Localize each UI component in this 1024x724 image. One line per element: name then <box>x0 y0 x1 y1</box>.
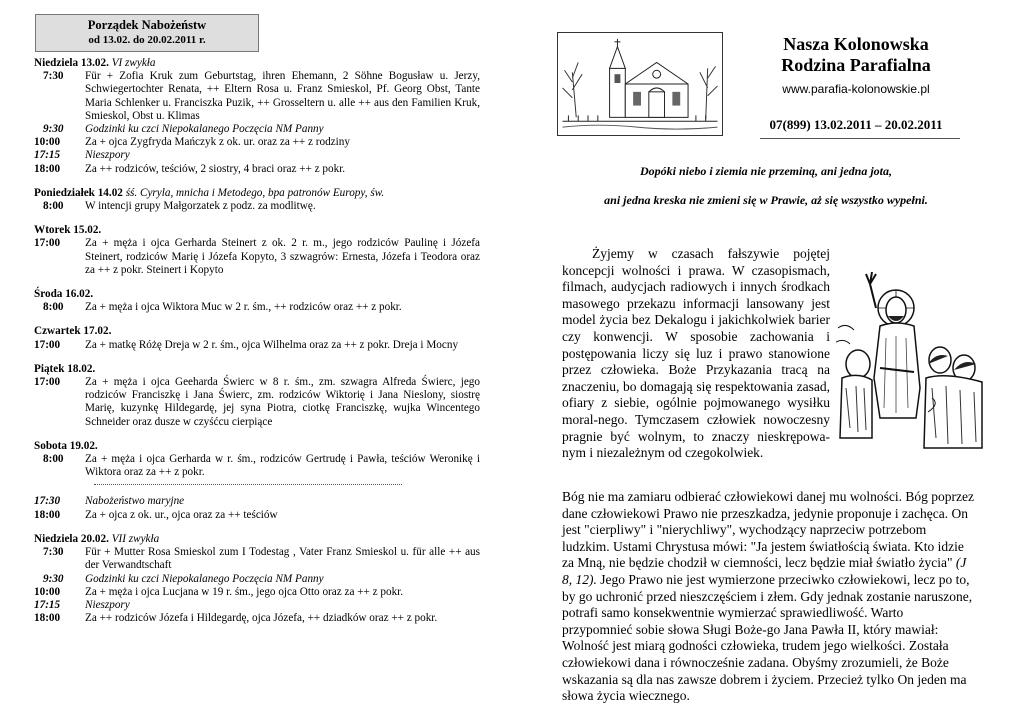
mass-entry <box>34 586 480 599</box>
day-name: Poniedziałek 14.02 <box>34 186 123 199</box>
article-paragraph-1 <box>562 246 830 462</box>
title-line-1: Nasza Kolonowska <box>783 34 929 54</box>
schedule-day <box>34 533 480 625</box>
quote-line-1: Dopóki niebo i ziemia nie przeminą, ani jedna jota, <box>639 164 893 178</box>
schedule-days <box>34 57 480 625</box>
schedule-day <box>34 440 480 480</box>
issue-number-dates: 07(899) 13.02.2011 – 20.02.2011 <box>769 117 943 132</box>
mass-entry <box>34 149 480 162</box>
mass-time: 7:30 <box>43 70 64 83</box>
mass-intention: Za + matkę Różę Dreja w 2 r. śm., ojca Wilhelma oraz za ++ z pokr. Dreja i Mocny <box>85 338 459 351</box>
mass-intention: Za + męża i ojca Lucjana w 19 r. śm., jego ojca Otto oraz za ++ z pokr. <box>85 585 404 598</box>
mass-entry <box>34 573 480 586</box>
mass-intention: Za + męża i ojca Gerharda w r. śm., rodziców Gertrudę i Pawła, teściów Weronikę i Wiktora oraz za ++ z pokr. <box>85 453 480 479</box>
mass-entry <box>34 301 480 314</box>
mass-intention: Godzinki ku czci Niepokalanego Poczęcia NM Panny <box>85 123 324 136</box>
mass-time: 8:00 <box>43 453 64 466</box>
schedule-header-box <box>35 14 259 52</box>
mass-time: 9:30 <box>43 572 64 585</box>
mass-time: 17:30 <box>34 495 61 508</box>
article-paragraph-2-continuation: Jego Prawo nie jest wymierzone przeciwko człowiekowi, lecz po to, by go uchronić przed nieszczęściem i złem. Gdy jednak zostanie naruszone, potrafi samo konsekwentnie wymierzać sprawiedliwość. Warto przypomnieć sobie słowa Sługi Boże-go Jana Pawła II, który mawiał: Wolność jest miarą godności człowieka, trudem jego wielkości. Została człowiekowi dana i równocześnie zadana. Obyśmy zrozumieli, że Boże wskazania są dla nas zawsze dobrem i życiem. Przecież tylko On jeden ma słowa życia wiecznego. <box>562 571 973 704</box>
mass-entry <box>34 509 480 522</box>
mass-entry <box>34 163 480 176</box>
liturgical-note: VI zwykła <box>111 57 156 69</box>
mass-entry <box>34 200 480 213</box>
mass-intention: Za + męża i ojca Gerharda Steinert z ok. 2 r. m., jego rodziców Paulinę i Józefa Steinert, rodziców Marię i Józefa Kopyto, 3 szwagrów: Ernesta, Józefa i Teodora oraz za ++ z pokr. Steinert i Kopyto <box>85 237 480 276</box>
mass-intention: Za + męża i ojca Geeharda Świerc w 8 r. śm., zm. szwagra Alfreda Świerc, jego rodziców Franciszkę i Jana Świerc, zm. rodziców Wiktorię i Jana Nieslony, siostrę Marię, kuzynkę Hildegardę, jej syna Piotra, ciotkę Franciszkę, wujka Wincentego Schneider oraz dusze w czyśćcu cierpiące <box>85 376 480 428</box>
mass-entry <box>34 136 480 149</box>
article-paragraph-2 <box>562 489 976 705</box>
day-heading <box>34 363 480 376</box>
mass-intention: Für + Mutter Rosa Smieskol zum I Todestag , Vater Franz Smieskol u. für alle ++ aus der Verwandtschaft <box>85 546 480 572</box>
mass-time: 17:00 <box>34 237 61 250</box>
jesus-with-disciples-illustration <box>836 268 984 462</box>
mass-time: 17:00 <box>34 376 61 389</box>
mass-time: 8:00 <box>43 301 64 314</box>
bulletin-title <box>756 34 956 76</box>
article-paragraph-1-text: Żyjemy w czasach fałszywie pojętej koncepcji wolności i prawa. W czasopismach, filmach, audycjach radiowych i innych środkach masowego przekazu informacji lansowany jest model życia bez Dekalogu i jakichkolwiek barier czy konwencji. W sposobie zachowania i postępowania liczy się luz i prawo stanowione przez człowieka. Boże Przykazania tracą na znaczeniu, bo domagają się respektowania zasad, ofiary z siebie, ogólnie pojmowanego wysiłku moral-nego. Tymczasem człowiek nowoczesny pragnie być wolnym, to znaczy nieskrępowa-nym i niezależnym od czegokolwiek. <box>562 246 830 461</box>
title-line-2: Rodzina Parafialna <box>781 55 931 75</box>
day-name: Niedziela 20.02. <box>34 532 109 545</box>
schedule-day <box>34 325 480 351</box>
day-name: Środa 16.02. <box>34 288 94 301</box>
schedule-day <box>34 363 480 429</box>
mass-time: 17:15 <box>34 598 61 611</box>
mass-time: 9:30 <box>43 123 64 136</box>
quote-line-2: ani jedna kreska nie zmieni się w Prawie, aż się wszystko wypełni. <box>604 193 928 207</box>
mass-intention: W intencji grupy Małgorzatek z podz. za modlitwę. <box>85 200 316 213</box>
masthead-divider <box>760 138 960 139</box>
mass-intention: Za ++ rodziców, teściów, 2 siostry, 4 braci oraz ++ z pokr. <box>85 162 346 175</box>
mass-time: 18:00 <box>34 508 61 521</box>
schedule-title: Porządek Nabożeństw <box>87 18 207 32</box>
bible-reference: (J 8, 12). <box>562 555 967 587</box>
liturgical-note: VII zwykła <box>111 532 160 545</box>
schedule-day <box>34 495 480 521</box>
mass-entry <box>34 612 480 625</box>
day-name: Sobota 19.02. <box>34 439 98 452</box>
mass-intention: Za ++ rodziców Józefa i Hildegardę, ojca Józefa, ++ dziadków oraz ++ z pokr. <box>85 612 438 625</box>
dotted-separator <box>94 484 402 485</box>
mass-time: 18:00 <box>34 162 61 175</box>
day-heading <box>34 57 480 70</box>
schedule-day <box>34 187 480 213</box>
mass-entry <box>34 546 480 572</box>
mass-time: 7:30 <box>43 546 64 559</box>
day-heading <box>34 224 480 237</box>
day-name: Piątek 18.02. <box>34 362 96 375</box>
mass-entry <box>34 376 480 429</box>
schedule-day <box>34 224 480 277</box>
day-name: Wtorek 15.02. <box>34 224 102 237</box>
mass-intention: Za + męża i ojca Wiktora Muc w 2 r. śm., ++ rodziców oraz ++ z pokr. <box>85 301 402 314</box>
day-name: Niedziela 13.02. <box>34 57 109 69</box>
mass-entry <box>34 237 480 277</box>
mass-entry <box>34 123 480 136</box>
mass-entry <box>34 70 480 123</box>
day-heading <box>34 288 480 301</box>
mass-time: 8:00 <box>43 200 64 213</box>
parish-website-link[interactable]: www.parafia-kolonowskie.pl <box>782 82 930 96</box>
mass-intention: Za + ojca Zygfryda Mańczyk z ok. ur. oraz za ++ z rodziny <box>85 136 350 149</box>
day-heading <box>34 325 480 338</box>
schedule-day <box>34 57 480 176</box>
mass-intention: Nabożeństwo maryjne <box>85 495 185 508</box>
day-heading <box>34 440 480 453</box>
mass-time: 18:00 <box>34 612 61 625</box>
mass-intention: Nieszpory <box>85 598 130 611</box>
mass-time: 10:00 <box>34 585 61 598</box>
mass-time: 17:00 <box>34 338 61 351</box>
day-heading <box>34 533 480 546</box>
church-illustration <box>557 32 723 136</box>
schedule-day <box>34 288 480 314</box>
day-heading <box>34 187 480 200</box>
mass-time: 17:15 <box>34 149 61 162</box>
mass-entry <box>34 495 480 508</box>
article-paragraph-2-text: Bóg nie ma zamiaru odbierać człowiekowi danej mu wolności. Bóg poprzez dane człowiekowi Prawo nie przeszkadza, jedynie proponuje i zachęca. On jest "cierpliwy" i "nierychliwy", wychodzący naprzeciw potrzebom ludzkim. Ustami Chrystusa mówi: "Ja jestem światłością świata. Kto idzie za Mną, nie będzie chodził w ciemności, lecz będzie miał światło życia" <box>562 489 974 571</box>
mass-time: 10:00 <box>34 136 61 149</box>
mass-entry <box>34 339 480 352</box>
liturgical-note: śś. Cyryla, mnicha i Metodego, bpa patronów Europy, św. <box>125 186 385 199</box>
mass-intention: Za + ojca z ok. ur., ojca oraz za ++ teściów <box>85 508 278 521</box>
mass-intention: Nieszpory <box>85 149 130 162</box>
mass-entry <box>34 599 480 612</box>
day-name: Czwartek 17.02. <box>34 325 112 338</box>
mass-schedule <box>34 14 480 625</box>
schedule-dates: od 13.02. do 20.02.2011 r. <box>88 34 206 46</box>
mass-entry <box>34 453 480 479</box>
mass-intention: Godzinki ku czci Niepokalanego Poczęcia NM Panny <box>85 572 324 585</box>
mass-intention: Für + Zofia Kruk zum Geburtstag, ihren Ehemann, 2 Söhne Bogusław u. Jerzy, Schwiegertochter Renata, ++ Eltern Rosa u. Franz Smieskol, Pf. Georg Obst, Tante Maria Schlenker u. Franciszka Puzik, ++ Grosseltern u. alle ++ aus den Familien Kruk, Smieskol, Obst u. Klimas <box>85 70 480 122</box>
